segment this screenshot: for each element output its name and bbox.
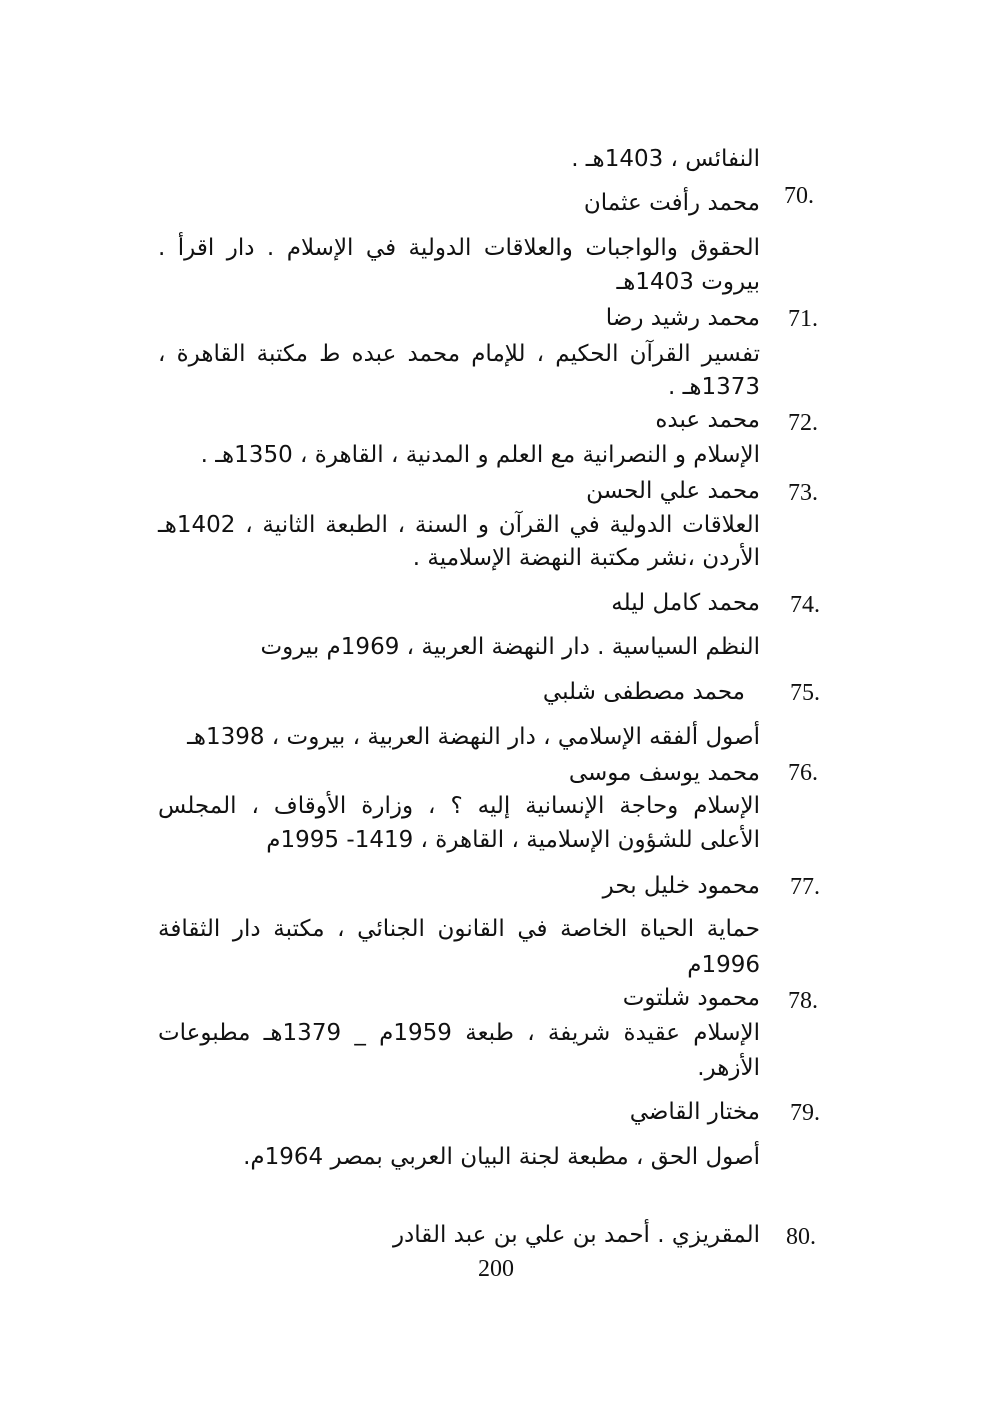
- entry-77-author: محمود خليل بحر: [602, 873, 760, 899]
- entry-number-70: 70.: [784, 183, 814, 209]
- entry-69-continuation: النفائس ، 1403هـ .: [571, 146, 760, 172]
- entry-72-author: محمد عبده: [655, 407, 760, 433]
- entry-70-author: محمد رأفت عثمان: [583, 190, 760, 216]
- entry-number-71: 71.: [788, 306, 818, 332]
- entry-76-publisher: الأعلى للشؤون الإسلامية ، القاهرة ، 1419- 1995م: [266, 827, 760, 853]
- entry-75-author: محمد مصطفى شلبي: [542, 679, 745, 705]
- entry-71-year: 1373هـ .: [667, 374, 760, 400]
- entry-number-75: 75.: [790, 680, 820, 706]
- entry-number-74: 74.: [790, 592, 820, 618]
- entry-70-publisher: بيروت 1403هـ: [616, 269, 760, 295]
- entry-number-73: 73.: [788, 480, 818, 506]
- entry-79-title: أصول الحق ، مطبعة لجنة البيان العربي بمصر 1964م.: [243, 1144, 760, 1170]
- entry-73-author: محمد علي الحسن: [586, 478, 760, 504]
- entry-78-publisher: الأزهر.: [697, 1055, 760, 1081]
- entry-80-author: المقريزي . أحمد بن علي بن عبد القادر: [392, 1222, 760, 1248]
- entry-70-title: الحقوق والواجبات والعلاقات الدولية في الإسلام . دار اقرأ .: [158, 235, 760, 261]
- entry-number-72: 72.: [788, 410, 818, 436]
- entry-71-author: محمد رشيد رضا: [605, 305, 760, 331]
- entry-73-title: العلاقات الدولية في القرآن و السنة ، الطبعة الثانية ، 1402هـ: [158, 512, 760, 538]
- entry-72-title: الإسلام و النصرانية مع العلم و المدنية ، القاهرة ، 1350هـ .: [200, 442, 760, 468]
- entry-79-author: مختار القاضي: [629, 1099, 760, 1125]
- entry-71-title: تفسير القرآن الحكيم ، للإمام محمد عبده ط مكتبة القاهرة ،: [158, 341, 760, 367]
- entry-78-author: محمود شلتوت: [622, 985, 760, 1011]
- entry-74-author: محمد كامل ليله: [611, 590, 760, 616]
- entry-number-78: 78.: [788, 988, 818, 1014]
- entry-75-title: أصول ألفقه الإسلامي ، دار النهضة العربية ، بيروت ، 1398هـ: [187, 724, 760, 750]
- entry-76-title: الإسلام وحاجة الإنسانية إليه ؟ ، وزارة الأوقاف ، المجلس: [158, 793, 760, 819]
- entry-number-76: 76.: [788, 760, 818, 786]
- entry-number-80: 80.: [786, 1224, 816, 1250]
- entry-73-publisher: الأردن ،نشر مكتبة النهضة الإسلامية .: [412, 545, 760, 571]
- entry-77-year: 1996م: [687, 952, 760, 978]
- entry-78-title: الإسلام عقيدة شريفة ، طبعة 1959م _ 1379هـ مطبوعات: [158, 1020, 760, 1046]
- page-number: 200: [478, 1256, 514, 1282]
- entry-74-title: النظم السياسية . دار النهضة العربية ، 1969م بيروت: [260, 634, 760, 660]
- entry-number-79: 79.: [790, 1100, 820, 1126]
- entry-76-author: محمد يوسف موسى: [568, 760, 760, 786]
- entry-77-title: حماية الحياة الخاصة في القانون الجنائي ، مكتبة دار الثقافة: [158, 916, 760, 942]
- entry-number-77: 77.: [790, 874, 820, 900]
